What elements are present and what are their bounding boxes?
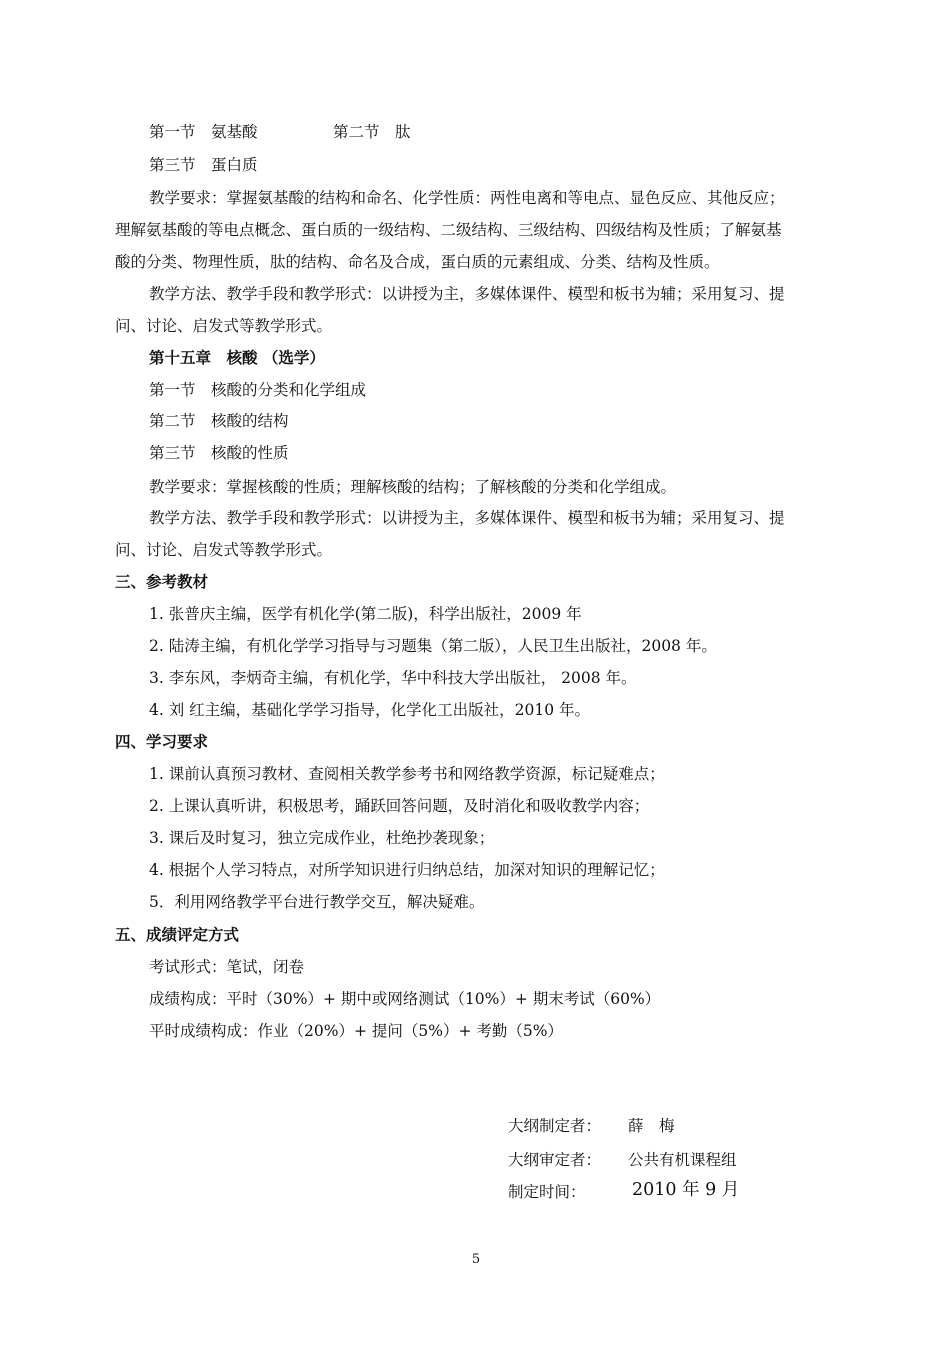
study-item-4: 4. 根据个人学习特点，对所学知识进行归纳总结，加深对知识的理解记忆； xyxy=(149,861,665,879)
ch15-requirements: 教学要求：掌握核酸的性质；理解核酸的结构；了解核酸的分类和化学组成。 xyxy=(149,478,677,496)
ch14-requirements-line-3: 酸的分类、物理性质，肽的结构、命名及合成，蛋白质的元素组成、分类、结构及性质。 xyxy=(115,253,720,271)
reviewer-label: 大纲审定者： xyxy=(508,1151,602,1169)
reference-item-2: 2. 陆涛主编，有机化学学习指导与习题集（第二版），人民卫生出版社，2008 年。 xyxy=(149,637,717,655)
ch15-section-3: 第三节 核酸的性质 xyxy=(149,444,289,462)
ch15-title: 第十五章 核酸 （选学） xyxy=(149,348,325,367)
ch15-section-2: 第二节 核酸的结构 xyxy=(149,412,289,430)
study-item-2: 2. 上课认真听讲，积极思考，踊跃回答问题，及时消化和吸收教学内容； xyxy=(149,797,650,815)
study-item-5: 5．利用网络教学平台进行教学交互，解决疑难。 xyxy=(149,893,485,911)
references-heading: 三、参考教材 xyxy=(115,572,209,591)
grading-item-2: 成绩构成：平时（30%）+ 期中或网络测试（10%）+ 期末考试（60%） xyxy=(149,990,661,1008)
ch15-section-1: 第一节 核酸的分类和化学组成 xyxy=(149,381,367,399)
grading-item-3: 平时成绩构成：作业（20%）+ 提问（5%）+ 考勤（5%） xyxy=(149,1022,563,1040)
study-heading: 四、学习要求 xyxy=(115,732,209,751)
reviewer-value: 公共有机课程组 xyxy=(628,1151,737,1169)
ch14-requirements-line-2: 理解氨基酸的等电点概念、蛋白质的一级结构、二级结构、三级结构、四级结构及性质；了解氨基 xyxy=(115,221,782,239)
ch14-method-line-1: 教学方法、教学手段和教学形式：以讲授为主，多媒体课件、模型和板书为辅；采用复习、提 xyxy=(149,285,785,303)
ch14-method-line-2: 问、讨论、启发式等教学形式。 xyxy=(115,317,333,335)
maker-label: 大纲制定者： xyxy=(508,1117,602,1135)
grading-item-1: 考试形式：笔试，闭卷 xyxy=(149,958,305,976)
reference-item-3: 3. 李东风，李炳奇主编，有机化学，华中科技大学出版社， 2008 年。 xyxy=(149,669,637,687)
study-item-1: 1. 课前认真预习教材、查阅相关教学参考书和网络教学资源，标记疑难点； xyxy=(149,765,665,783)
ch14-section-1: 第一节 氨基酸 xyxy=(149,123,258,141)
date-label: 制定时间： xyxy=(508,1183,586,1201)
ch14-requirements-line-1: 教学要求：掌握氨基酸的结构和命名、化学性质：两性电离和等电点、显色反应、其他反应； xyxy=(149,189,785,207)
ch14-section-2: 第二节 肽 xyxy=(333,123,411,141)
date-value: 2010 年 9 月 xyxy=(632,1180,740,1200)
ch15-method-line-1: 教学方法、教学手段和教学形式：以讲授为主，多媒体课件、模型和板书为辅；采用复习、提 xyxy=(149,509,785,527)
page-number: 5 xyxy=(471,1252,481,1267)
study-item-3: 3. 课后及时复习，独立完成作业，杜绝抄袭现象； xyxy=(149,829,495,847)
grading-heading: 五、成绩评定方式 xyxy=(115,925,240,944)
reference-item-4: 4. 刘 红主编，基础化学学习指导，化学化工出版社，2010 年。 xyxy=(149,701,591,719)
ch14-section-3: 第三节 蛋白质 xyxy=(149,156,258,174)
ch15-method-line-2: 问、讨论、启发式等教学形式。 xyxy=(115,541,333,559)
maker-value: 薛 梅 xyxy=(628,1117,675,1135)
reference-item-1: 1. 张普庆主编，医学有机化学(第二版)，科学出版社，2009 年 xyxy=(149,605,582,623)
